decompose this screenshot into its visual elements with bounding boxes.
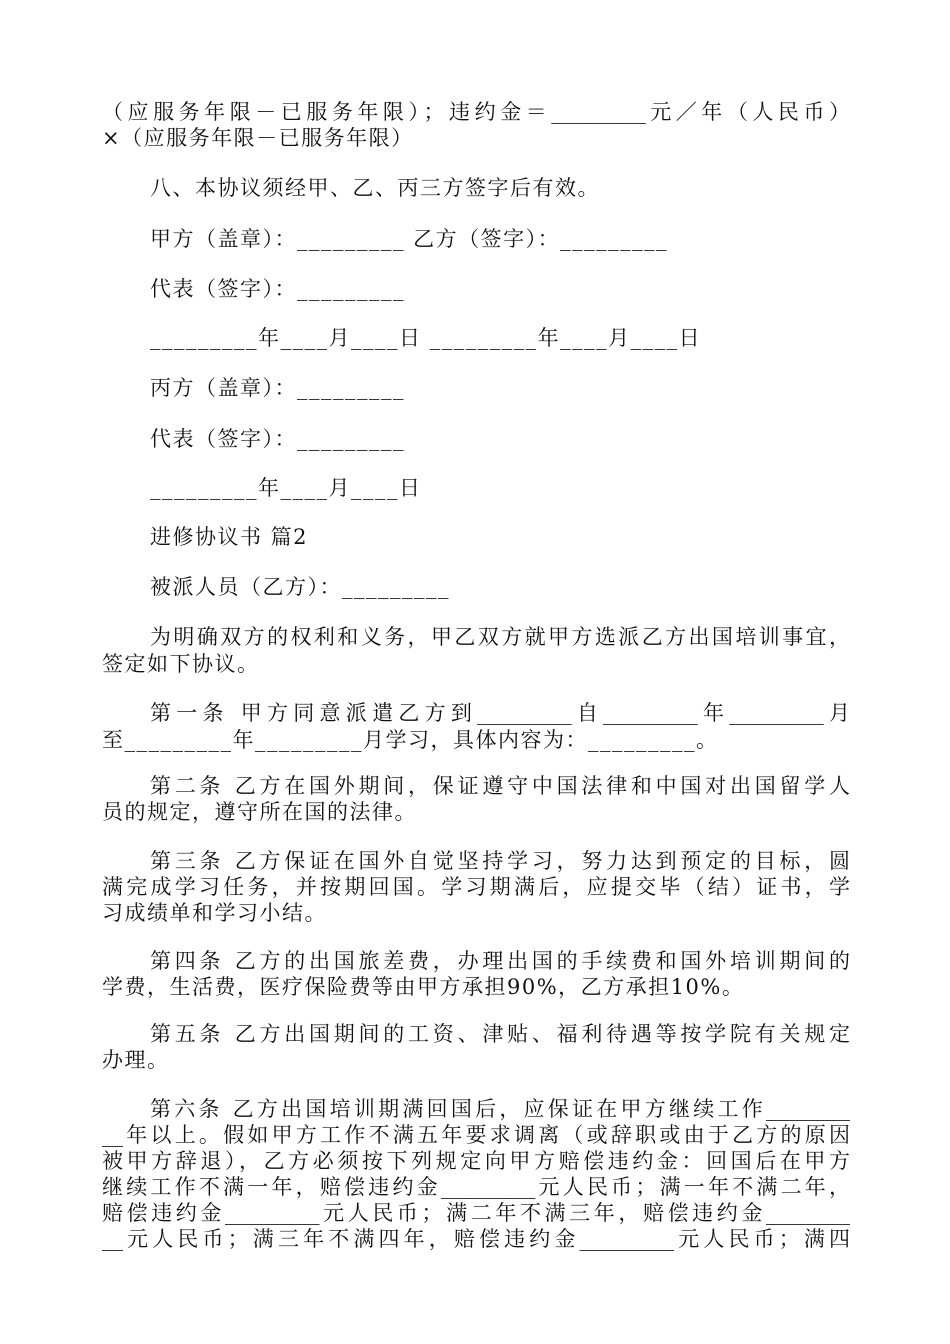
text-line: __元人民币；满三年不满四年，赔偿违约金_________元人民币；满四 — [102, 1227, 850, 1251]
text-line: 满完成学习任务，并按期回国。学习期满后，应提交毕（结）证书，学 — [102, 875, 850, 899]
signature-party-a-b: 甲方（盖章）：_________ 乙方（签字）：_________ — [150, 227, 669, 251]
text-line: 第一条 甲方同意派遣乙方到_________自_________年_________月 — [150, 701, 850, 725]
text-line: 签定如下协议。 — [102, 652, 260, 676]
section-title: 进修协议书 篇2 — [150, 525, 309, 549]
text-line: 第二条 乙方在国外期间，保证遵守中国法律和中国对出国留学人 — [150, 774, 850, 798]
text-line: 第三条 乙方保证在国外自觉坚持学习，努力达到预定的目标，圆 — [150, 849, 850, 873]
signature-date: _________年____月____日 _________年____月____日 — [150, 326, 702, 350]
text-line: 学费，生活费，医疗保险费等由甲方承担90%，乙方承担10%。 — [102, 975, 745, 999]
text-line: 第四条 乙方的出国旅差费，办理出国的手续费和国外培训期间的 — [150, 949, 850, 973]
text-line: ×（应服务年限－已服务年限） — [102, 126, 414, 150]
trainee-field: 被派人员（乙方）：_________ — [150, 575, 450, 599]
text-line: 继续工作不满一年，赔偿违约金_________元人民币；满一年不满二年， — [102, 1175, 850, 1199]
text-line: 至_________年_________月学习，具体内容为：_________。 — [102, 728, 719, 752]
text-line: 员的规定，遵守所在国的法律。 — [102, 800, 417, 824]
signature-representative: 代表（签字）：_________ — [150, 427, 405, 451]
clause-8: 八、本协议须经甲、乙、丙三方签字后有效。 — [150, 176, 600, 200]
text-line: 办理。 — [102, 1048, 170, 1072]
signature-party-c: 丙方（盖章）：_________ — [150, 376, 405, 400]
text-line: （应服务年限－已服务年限）；违约金＝_________元／年（人民币） — [102, 100, 850, 124]
text-line: 赔偿违约金_________元人民币；满二年不满三年，赔偿违约金________ — [102, 1201, 850, 1225]
text-line: 被甲方辞退），乙方必须按下列规定向甲方赔偿违约金：回国后在甲方 — [102, 1149, 850, 1173]
text-line: 习成绩单和学习小结。 — [102, 901, 327, 925]
text-line: 第六条 乙方出国培训期满回国后，应保证在甲方继续工作________ — [150, 1097, 850, 1121]
text-line: __年以上。假如甲方工作不满五年要求调离（或辞职或由于乙方的原因 — [102, 1123, 850, 1147]
text-line: 第五条 乙方出国期间的工资、津贴、福利待遇等按学院有关规定 — [150, 1022, 850, 1046]
signature-date: _________年____月____日 — [150, 476, 422, 500]
signature-representative: 代表（签字）：_________ — [150, 277, 405, 301]
text-line: 为明确双方的权利和义务，甲乙双方就甲方选派乙方出国培训事宜， — [150, 625, 850, 649]
